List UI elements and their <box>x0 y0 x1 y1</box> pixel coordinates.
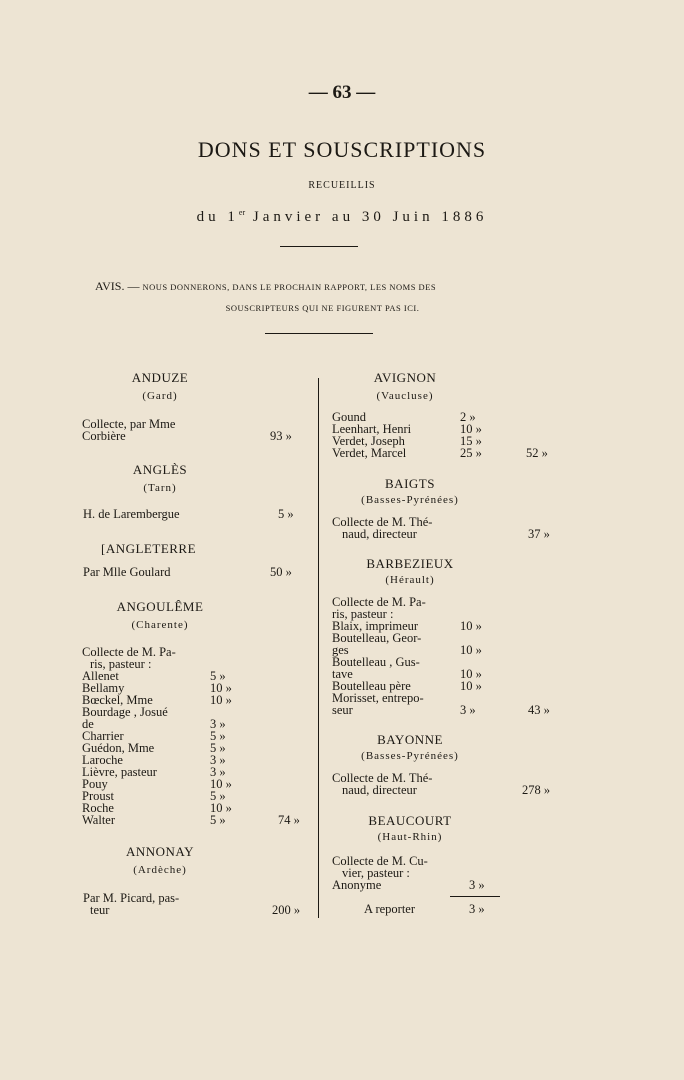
entry-label: ges <box>332 643 349 657</box>
notice-rule <box>265 333 373 334</box>
entry-label: Bœckel, Mme <box>82 693 153 707</box>
entry-amount: 10 » <box>210 777 232 791</box>
entry-label: Collecte de M. Thé- <box>332 515 433 529</box>
date-pre: du 1 <box>196 209 239 225</box>
avignon-list <box>332 411 492 459</box>
section-dept-barbezieux: (Hérault) <box>385 574 435 586</box>
entry-amount: 10 » <box>460 619 482 633</box>
list-item <box>332 692 502 704</box>
entry-label: Guédon, Mme <box>82 741 155 755</box>
section-title-annonay: ANNONAY <box>125 844 195 859</box>
entry-amount: 10 » <box>460 422 482 436</box>
entry-label: Pouy <box>82 777 108 791</box>
notice-line1: NOUS DONNERONS, DANS LE PROCHAIN RAPPORT, LES NOMS DES <box>142 282 437 292</box>
list-item <box>82 814 262 826</box>
section-title-beaucourt: BEAUCOURT <box>368 813 452 828</box>
section-total: 43 » <box>528 703 550 717</box>
entry-amount: 5 » <box>210 789 226 803</box>
entry-label: Collecte de M. Cu- <box>332 854 428 868</box>
entry-label: Collecte, par Mme <box>82 417 176 431</box>
entry-label: Collecte de M. Thé- <box>332 771 433 785</box>
angouleme-list <box>82 670 262 826</box>
entry-label: naud, directeur <box>342 527 417 541</box>
entry-amount: 25 » <box>460 446 482 460</box>
entry-amount: 5 » <box>210 729 226 743</box>
entry-amount: 10 » <box>210 681 232 695</box>
entry-amount: 3 » <box>210 765 226 779</box>
entry-label: tave <box>332 667 353 681</box>
section-total: 52 » <box>526 446 548 460</box>
section-title-avignon: AVIGNON <box>373 370 437 385</box>
entry-label: Collecte de M. Pa- <box>82 645 176 659</box>
section-total: 93 » <box>270 429 292 443</box>
entry-amount: 2 » <box>460 410 476 424</box>
entry-label: Leenhart, Henri <box>332 422 412 436</box>
entry-label: Boutelleau, Geor- <box>332 631 422 645</box>
entry-label: ris, pasteur : <box>90 657 152 671</box>
entry-amount: 10 » <box>210 693 232 707</box>
section-title-angles: ANGLÈS <box>132 462 188 477</box>
entry-label: vier, pasteur : <box>342 866 410 880</box>
section-dept-angouleme: (Charente) <box>131 619 189 631</box>
total-separator <box>450 896 500 897</box>
entry-label: teur <box>90 903 110 917</box>
entry-amount: 10 » <box>460 679 482 693</box>
entry-label: Allenet <box>82 669 119 683</box>
entry-label: Collecte de M. Pa- <box>332 595 426 609</box>
section-dept-baigts: (Basses-Pyrénées) <box>361 494 459 506</box>
entry-label: Bellamy <box>82 681 125 695</box>
entry-label: Lièvre, pasteur <box>82 765 157 779</box>
entry-label: ris, pasteur : <box>332 607 394 621</box>
section-total: 50 » <box>270 565 292 579</box>
entry-amount: 10 » <box>210 801 232 815</box>
section-title-baigts: BAIGTS <box>385 476 435 491</box>
entry-amount: 10 » <box>460 643 482 657</box>
carry-forward-label: A reporter <box>364 902 416 916</box>
page-subtitle: RECUEILLIS <box>308 180 376 191</box>
section-total: 200 » <box>272 903 301 917</box>
entry-label: H. de Larembergue <box>83 507 180 521</box>
entry-label: Anonyme <box>332 878 382 892</box>
date-sup: er <box>238 208 246 217</box>
section-dept-annonay: (Ardèche) <box>133 864 187 876</box>
entry-label: Verdet, Marcel <box>332 446 407 460</box>
entry-label: Blaix, imprimeur <box>332 619 419 633</box>
notice-lead: AVIS. — <box>95 279 143 293</box>
section-total: 5 » <box>278 507 294 521</box>
date-line <box>0 208 684 226</box>
notice-line2: SOUSCRIPTEURS QUI NE FIGURENT PAS ICI. <box>225 303 420 313</box>
section-title-angouleme: ANGOULÊME <box>116 599 204 614</box>
section-total: 278 » <box>522 783 551 797</box>
list-item <box>82 706 262 718</box>
section-title-bayonne: BAYONNE <box>377 732 443 747</box>
section-title-angleterre: [ANGLETERRE <box>101 541 197 556</box>
list-item <box>332 704 502 716</box>
entry-amount: 5 » <box>210 669 226 683</box>
entry-amount: 5 » <box>210 741 226 755</box>
entry-amount: 3 » <box>469 878 485 892</box>
entry-label: Roche <box>82 801 114 815</box>
entry-amount: 15 » <box>460 434 482 448</box>
entry-label: Verdet, Joseph <box>332 434 405 448</box>
carry-forward-amount: 3 » <box>469 902 485 916</box>
section-title-barbezieux: BARBEZIEUX <box>366 556 454 571</box>
entry-label: Par M. Picard, pas- <box>83 891 180 905</box>
section-dept-avignon: (Vaucluse) <box>376 390 434 402</box>
entry-label: Boutelleau père <box>332 679 411 693</box>
entry-amount: 3 » <box>210 753 226 767</box>
entry-label: seur <box>332 703 353 717</box>
entry-label: Boutelleau , Gus- <box>332 655 420 669</box>
section-dept-beaucourt: (Haut-Rhin) <box>377 831 443 843</box>
entry-label: Laroche <box>82 753 123 767</box>
page-number: — 63 — <box>308 82 376 103</box>
barbezieux-list <box>332 596 502 716</box>
entry-label: Par Mlle Goulard <box>83 565 171 579</box>
entry-label: Charrier <box>82 729 124 743</box>
title-rule <box>280 246 358 247</box>
notice <box>95 276 550 319</box>
section-total: 74 » <box>278 813 300 827</box>
entry-label: de <box>82 717 94 731</box>
page-title: DONS ET SOUSCRIPTIONS <box>197 137 487 162</box>
date-post: Janvier au 30 Juin 1886 <box>245 209 488 225</box>
entry-label: Gound <box>332 410 367 424</box>
column-divider <box>318 378 319 918</box>
section-dept-angles: (Tarn) <box>143 482 177 494</box>
entry-label: Bourdage , Josué <box>82 705 168 719</box>
entry-label: Walter <box>82 813 116 827</box>
section-dept-bayonne: (Basses-Pyrénées) <box>361 750 459 762</box>
entry-label: Corbière <box>82 429 126 443</box>
section-title-anduze: ANDUZE <box>131 370 189 385</box>
entry-amount: 5 » <box>210 813 226 827</box>
entry-label: naud, directeur <box>342 783 417 797</box>
list-item <box>332 447 492 459</box>
entry-amount: 3 » <box>460 703 476 717</box>
entry-amount: 10 » <box>460 667 482 681</box>
section-total: 37 » <box>528 527 550 541</box>
section-dept-anduze: (Gard) <box>142 390 178 402</box>
entry-label: Morisset, entrepo- <box>332 691 424 705</box>
entry-label: Proust <box>82 789 114 803</box>
list-item <box>82 766 262 778</box>
entry-amount: 3 » <box>210 717 226 731</box>
